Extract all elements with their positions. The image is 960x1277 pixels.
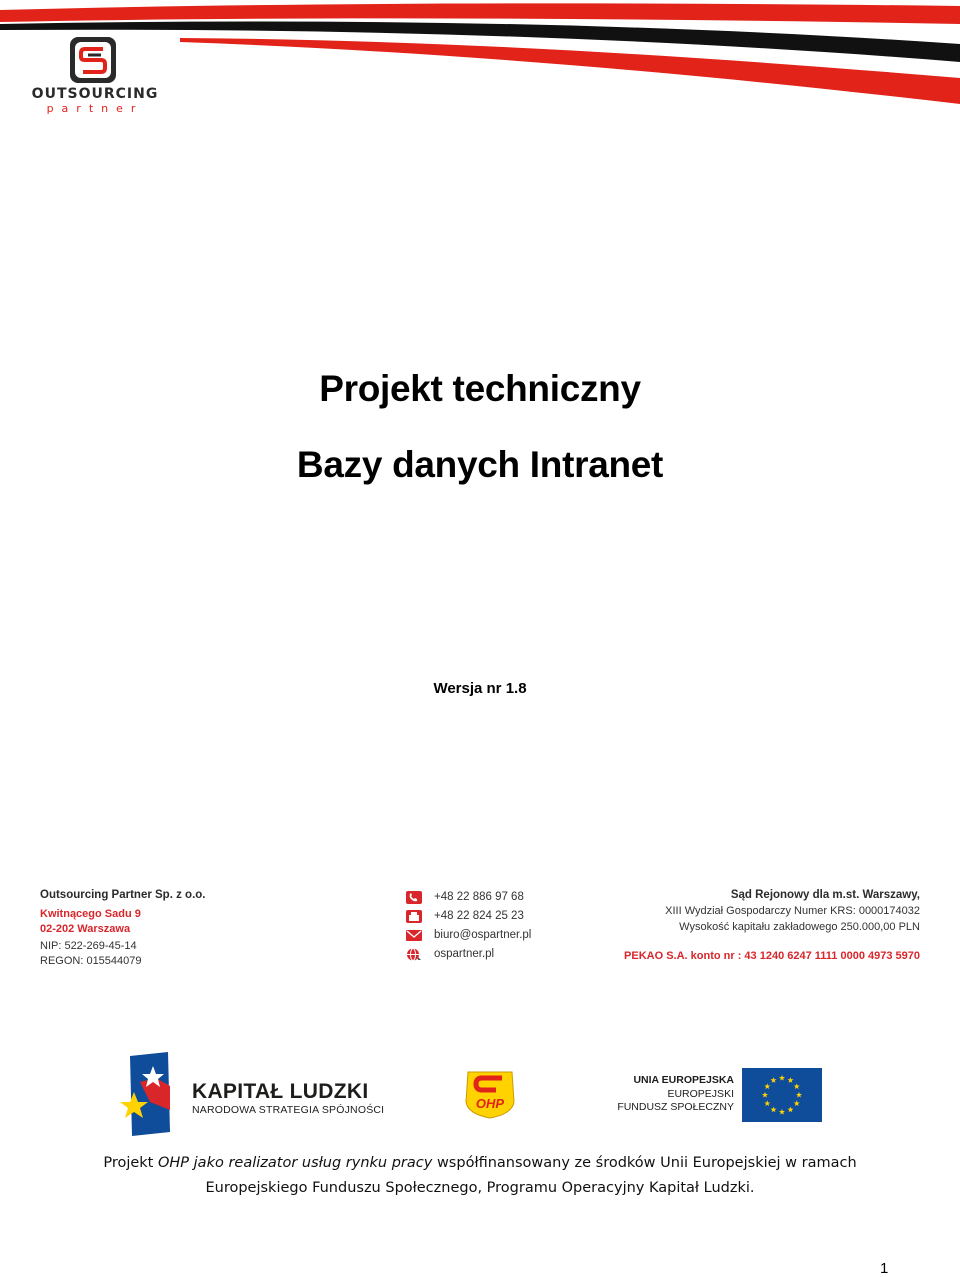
ohp-logo <box>462 1066 518 1120</box>
contact-email <box>406 926 606 945</box>
web-icon <box>406 948 422 961</box>
contact-fax <box>406 907 606 926</box>
eu-name: UNIA EUROPEJSKA <box>633 1074 734 1086</box>
funding-line2: Europejskiego Funduszu Społecznego, Programu Operacyjny Kapitał Ludzki. <box>205 1180 755 1196</box>
company-info <box>40 888 300 969</box>
ohp-logo-text: OHP <box>475 1096 505 1111</box>
contact-phone <box>406 888 606 907</box>
document-subtitle: Bazy danych Intranet <box>296 444 664 485</box>
company-regon: REGON: 015544079 <box>40 955 142 967</box>
mail-icon <box>406 929 422 942</box>
contact-web-text: ospartner.pl <box>434 948 495 960</box>
funding-line1: współfinansowany ze środków Unii Europejskiej w ramach <box>432 1155 857 1171</box>
esf-line2: FUNDUSZ SPOŁECZNY <box>617 1101 734 1113</box>
page-number: 1 <box>880 1260 889 1277</box>
logo-wordmark: OUTSOURCING <box>31 86 159 102</box>
court-name: Sąd Rejonowy dla m.st. Warszawy, <box>730 889 920 901</box>
registry-info <box>600 888 920 935</box>
kapital-ludzki-emblem <box>120 1052 176 1136</box>
bank-account: PEKAO S.A. konto nr : 43 1240 6247 1111 0000 4973 5970 <box>624 950 920 962</box>
share-capital: Wysokość kapitału zakładowego 250.000,00 PLN <box>679 921 920 933</box>
company-nip: NIP: 522-269-45-14 <box>40 940 137 952</box>
funding-statement <box>100 1151 860 1201</box>
esf-line1: EUROPEJSKI <box>667 1088 734 1100</box>
court-department: XIII Wydział Gospodarczy Numer KRS: 0000174032 <box>665 905 920 917</box>
contact-email-text: biuro@ospartner.pl <box>434 929 532 941</box>
kapital-ludzki-name: KAPITAŁ LUDZKI <box>192 1080 369 1103</box>
phone-icon <box>406 891 422 904</box>
fax-icon <box>406 910 422 923</box>
contact-phone-text: +48 22 886 97 68 <box>434 891 524 903</box>
document-version: Wersja nr 1.8 <box>433 680 527 697</box>
funding-italic: OHP jako realizator usług rynku pracy <box>157 1155 433 1171</box>
company-street: Kwitnącego Sadu 9 <box>40 908 141 920</box>
document-title: Projekt techniczny <box>319 368 641 409</box>
funding-prefix: Projekt <box>103 1155 158 1171</box>
kapital-ludzki-subtitle: NARODOWA STRATEGIA SPÓJNOŚCI <box>192 1104 385 1116</box>
company-name: Outsourcing Partner Sp. z o.o. <box>40 889 206 901</box>
logo-subtitle: partner <box>46 102 144 115</box>
company-city: 02-202 Warszawa <box>40 923 131 935</box>
eu-flag-icon <box>742 1068 822 1122</box>
contact-fax-text: +48 22 824 25 23 <box>434 910 524 922</box>
